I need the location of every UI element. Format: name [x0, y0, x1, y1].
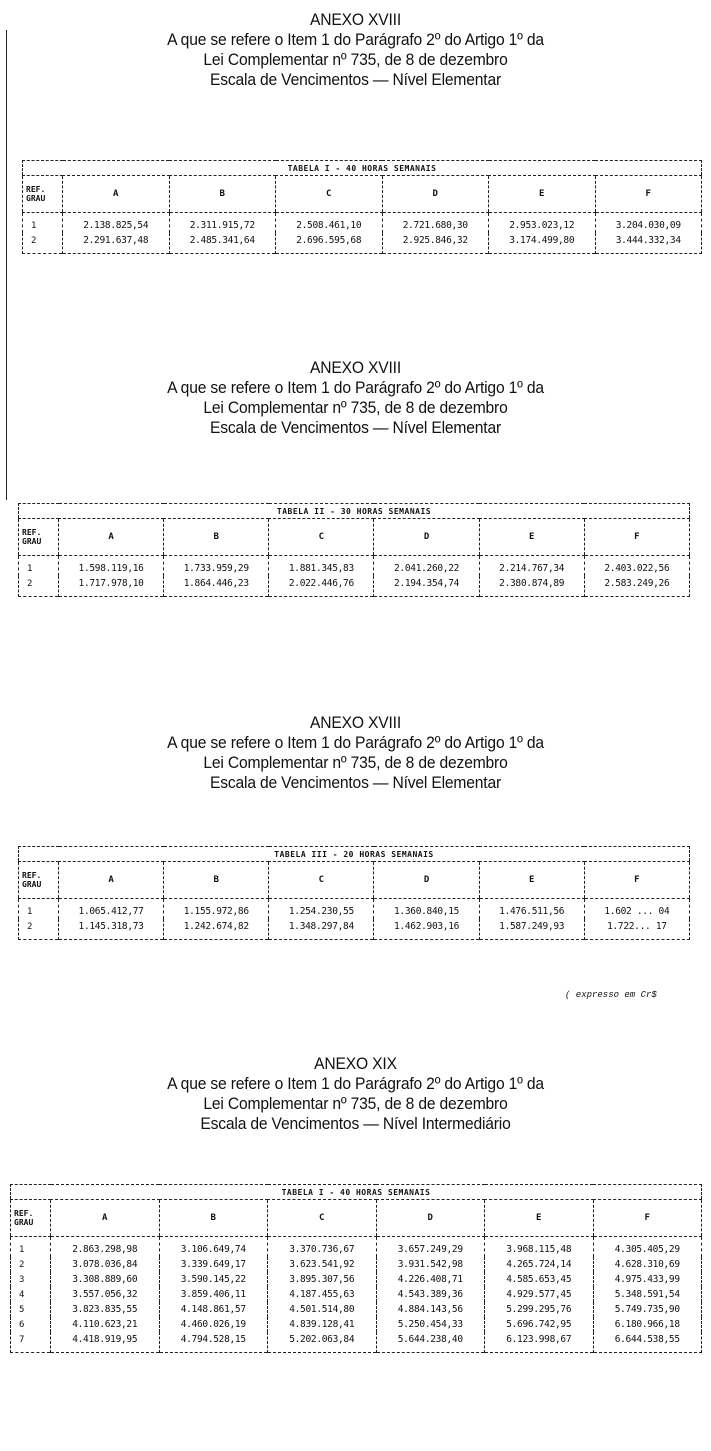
value-cell: 5.749.735,90: [593, 1302, 702, 1317]
col-header-d: D: [376, 1200, 485, 1237]
grau-cell: 5: [19, 1304, 25, 1315]
value-cell: 1.881.345,83: [269, 556, 374, 577]
value-cell: 4.226.408,71: [376, 1272, 485, 1287]
table-row: [11, 1317, 702, 1332]
value-cell: 3.339.649,17: [159, 1257, 268, 1272]
value-cell: 3.931.542,98: [376, 1257, 485, 1272]
table-row: [23, 233, 702, 254]
col-header-c: C: [268, 1200, 377, 1237]
value-cell: 1.602 ... 04: [584, 899, 689, 920]
table-row: [11, 1332, 702, 1353]
value-cell: 3.657.249,29: [376, 1237, 485, 1258]
grau-cell: 1: [27, 563, 33, 574]
value-cell: 3.078.036,84: [51, 1257, 160, 1272]
table-row: [11, 1237, 702, 1258]
ref-grau-header: REF. GRAU: [11, 1200, 51, 1237]
value-cell: 1.065.412,77: [59, 899, 164, 920]
value-cell: 5.250.454,33: [376, 1317, 485, 1332]
table-row: [11, 1287, 702, 1302]
table-row: [11, 1302, 702, 1317]
heading-line-1: A que se refere o Item 1 do Parágrafo 2º do Artigo 1º da: [167, 30, 544, 49]
col-header-a: A: [59, 519, 164, 556]
grau-cell: 1: [19, 1244, 25, 1255]
heading-line-1: A que se refere o Item 1 do Parágrafo 2º do Artigo 1º da: [167, 1074, 544, 1093]
salary-table-3: [18, 846, 690, 940]
currency-note: ( expresso em Cr$: [565, 990, 657, 1000]
annex-title: ANEXO XIX: [314, 1054, 397, 1073]
value-cell: 2.291.637,48: [63, 233, 170, 254]
value-cell: 2.194.354,74: [374, 576, 479, 597]
value-cell: 4.265.724,14: [485, 1257, 594, 1272]
col-header-b: B: [159, 1200, 268, 1237]
value-cell: 2.138.825,54: [63, 213, 170, 234]
value-cell: 4.418.919,95: [51, 1332, 160, 1353]
value-cell: 5.299.295,76: [485, 1302, 594, 1317]
value-cell: 4.110.623,21: [51, 1317, 160, 1332]
heading-line-1: A que se refere o Item 1 do Parágrafo 2º do Artigo 1º da: [167, 733, 544, 752]
value-cell: 4.543.389,36: [376, 1287, 485, 1302]
value-cell: 3.174.499,80: [489, 233, 596, 254]
table-row: [11, 1272, 702, 1287]
value-cell: 2.508.461,10: [276, 213, 383, 234]
value-cell: 1.722... 17: [584, 919, 689, 940]
grau-cell: 3: [19, 1274, 25, 1285]
table-row: [23, 213, 702, 234]
table-row: [19, 899, 690, 920]
col-header-e: E: [489, 176, 596, 213]
ref-grau-header: REF. GRAU: [19, 862, 59, 899]
value-cell: 6.644.538,55: [593, 1332, 702, 1353]
section-heading: [28, 10, 682, 90]
value-cell: 4.628.310,69: [593, 1257, 702, 1272]
value-cell: 3.370.736,67: [268, 1237, 377, 1258]
value-cell: 2.696.595,68: [276, 233, 383, 254]
value-cell: 2.214.767,34: [479, 556, 584, 577]
value-cell: 5.348.591,54: [593, 1287, 702, 1302]
heading-line-3: Escala de Vencimentos — Nível Elementar: [209, 418, 501, 437]
col-header-b: B: [164, 862, 269, 899]
col-header-e: E: [479, 519, 584, 556]
value-cell: 1.145.318,73: [59, 919, 164, 940]
table-row: [19, 919, 690, 940]
value-cell: 1.598.119,16: [59, 556, 164, 577]
value-cell: 2.403.022,56: [584, 556, 689, 577]
salary-table-4: [10, 1184, 702, 1353]
value-cell: 1.155.972,86: [164, 899, 269, 920]
value-cell: 4.187.455,63: [268, 1287, 377, 1302]
table-row: [19, 576, 690, 597]
annex-section-2: [0, 358, 711, 438]
value-cell: 1.242.674,82: [164, 919, 269, 940]
grau-cell: 4: [19, 1289, 25, 1300]
col-header-a: A: [59, 862, 164, 899]
heading-line-3: Escala de Vencimentos — Nível Intermediário: [200, 1114, 511, 1133]
value-cell: 4.148.861,57: [159, 1302, 268, 1317]
col-header-d: D: [374, 862, 479, 899]
value-cell: 2.721.680,30: [382, 213, 489, 234]
value-cell: 6.180.966,18: [593, 1317, 702, 1332]
col-header-f: F: [584, 862, 689, 899]
value-cell: 6.123.998,67: [485, 1332, 594, 1353]
grau-cell: 1: [27, 906, 33, 917]
value-cell: 2.380.874,89: [479, 576, 584, 597]
value-cell: 2.022.446,76: [269, 576, 374, 597]
value-cell: 1.360.840,15: [374, 899, 479, 920]
section-heading: [28, 358, 682, 438]
annex-section-4: [0, 1054, 711, 1134]
value-cell: 3.106.649,74: [159, 1237, 268, 1258]
value-cell: 2.925.846,32: [382, 233, 489, 254]
col-header-e: E: [485, 1200, 594, 1237]
value-cell: 3.895.307,56: [268, 1272, 377, 1287]
value-cell: 1.717.978,10: [59, 576, 164, 597]
annex-section-1: [0, 10, 711, 90]
value-cell: 2.485.341,64: [169, 233, 276, 254]
value-cell: 3.968.115,48: [485, 1237, 594, 1258]
annex-title: ANEXO XVIII: [310, 713, 401, 732]
ref-grau-header: REF. GRAU: [19, 519, 59, 556]
value-cell: 2.041.260,22: [374, 556, 479, 577]
col-header-f: F: [595, 176, 702, 213]
heading-line-1: A que se refere o Item 1 do Parágrafo 2º do Artigo 1º da: [167, 378, 544, 397]
value-cell: 3.623.541,92: [268, 1257, 377, 1272]
value-cell: 5.202.063,84: [268, 1332, 377, 1353]
table-title: TABELA I - 40 HORAS SEMANAIS: [23, 161, 702, 176]
col-header-f: F: [593, 1200, 702, 1237]
col-header-e: E: [479, 862, 584, 899]
value-cell: 2.953.023,12: [489, 213, 596, 234]
value-cell: 1.733.959,29: [164, 556, 269, 577]
grau-cell: 2: [27, 921, 33, 932]
col-header-d: D: [374, 519, 479, 556]
table-title: TABELA III - 20 HORAS SEMANAIS: [19, 847, 690, 862]
col-header-c: C: [276, 176, 383, 213]
value-cell: 4.884.143,56: [376, 1302, 485, 1317]
value-cell: 3.444.332,34: [595, 233, 702, 254]
salary-table-2: [18, 503, 690, 597]
value-cell: 1.462.903,16: [374, 919, 479, 940]
col-header-a: A: [63, 176, 170, 213]
value-cell: 4.460.026,19: [159, 1317, 268, 1332]
value-cell: 3.590.145,22: [159, 1272, 268, 1287]
value-cell: 5.644.238,40: [376, 1332, 485, 1353]
col-header-f: F: [584, 519, 689, 556]
col-header-b: B: [169, 176, 276, 213]
table-title: TABELA I - 40 HORAS SEMANAIS: [11, 1185, 702, 1200]
section-heading: [28, 1054, 682, 1134]
table-row: [11, 1257, 702, 1272]
value-cell: 4.794.528,15: [159, 1332, 268, 1353]
heading-line-2: Lei Complementar nº 735, de 8 de dezembro: [203, 1094, 508, 1113]
value-cell: 2.583.249,26: [584, 576, 689, 597]
col-header-a: A: [51, 1200, 160, 1237]
value-cell: 1.254.230,55: [269, 899, 374, 920]
value-cell: 2.863.298,98: [51, 1237, 160, 1258]
grau-cell: 2: [19, 1259, 25, 1270]
value-cell: 4.839.128,41: [268, 1317, 377, 1332]
value-cell: 4.975.433,99: [593, 1272, 702, 1287]
heading-line-3: Escala de Vencimentos — Nível Elementar: [209, 70, 501, 89]
ref-grau-header: REF. GRAU: [23, 176, 63, 213]
value-cell: 2.311.915,72: [169, 213, 276, 234]
value-cell: 4.305.405,29: [593, 1237, 702, 1258]
value-cell: 4.929.577,45: [485, 1287, 594, 1302]
section-heading: [28, 713, 682, 793]
grau-cell: 2: [31, 235, 37, 246]
grau-cell: 7: [19, 1334, 25, 1345]
value-cell: 1.864.446,23: [164, 576, 269, 597]
col-header-b: B: [164, 519, 269, 556]
value-cell: 3.859.406,11: [159, 1287, 268, 1302]
grau-cell: 1: [31, 220, 37, 231]
value-cell: 3.204.030,09: [595, 213, 702, 234]
col-header-c: C: [269, 862, 374, 899]
value-cell: 3.557.056,32: [51, 1287, 160, 1302]
heading-line-2: Lei Complementar nº 735, de 8 de dezembro: [203, 398, 508, 417]
col-header-d: D: [382, 176, 489, 213]
grau-cell: 2: [27, 578, 33, 589]
heading-line-2: Lei Complementar nº 735, de 8 de dezembro: [203, 753, 508, 772]
col-header-c: C: [269, 519, 374, 556]
value-cell: 4.501.514,80: [268, 1302, 377, 1317]
value-cell: 5.696.742,95: [485, 1317, 594, 1332]
heading-line-3: Escala de Vencimentos — Nível Elementar: [209, 773, 501, 792]
annex-section-3: [0, 713, 711, 793]
annex-title: ANEXO XVIII: [310, 10, 401, 29]
heading-line-2: Lei Complementar nº 735, de 8 de dezembro: [203, 50, 508, 69]
value-cell: 1.587.249,93: [479, 919, 584, 940]
grau-cell: 6: [19, 1319, 25, 1330]
value-cell: 4.585.653,45: [485, 1272, 594, 1287]
value-cell: 1.348.297,84: [269, 919, 374, 940]
annex-title: ANEXO XVIII: [310, 358, 401, 377]
table-title: TABELA II - 30 HORAS SEMANAIS: [19, 504, 690, 519]
salary-table-1: [22, 160, 702, 254]
value-cell: 3.823.835,55: [51, 1302, 160, 1317]
value-cell: 1.476.511,56: [479, 899, 584, 920]
table-row: [19, 556, 690, 577]
value-cell: 3.308.889,60: [51, 1272, 160, 1287]
